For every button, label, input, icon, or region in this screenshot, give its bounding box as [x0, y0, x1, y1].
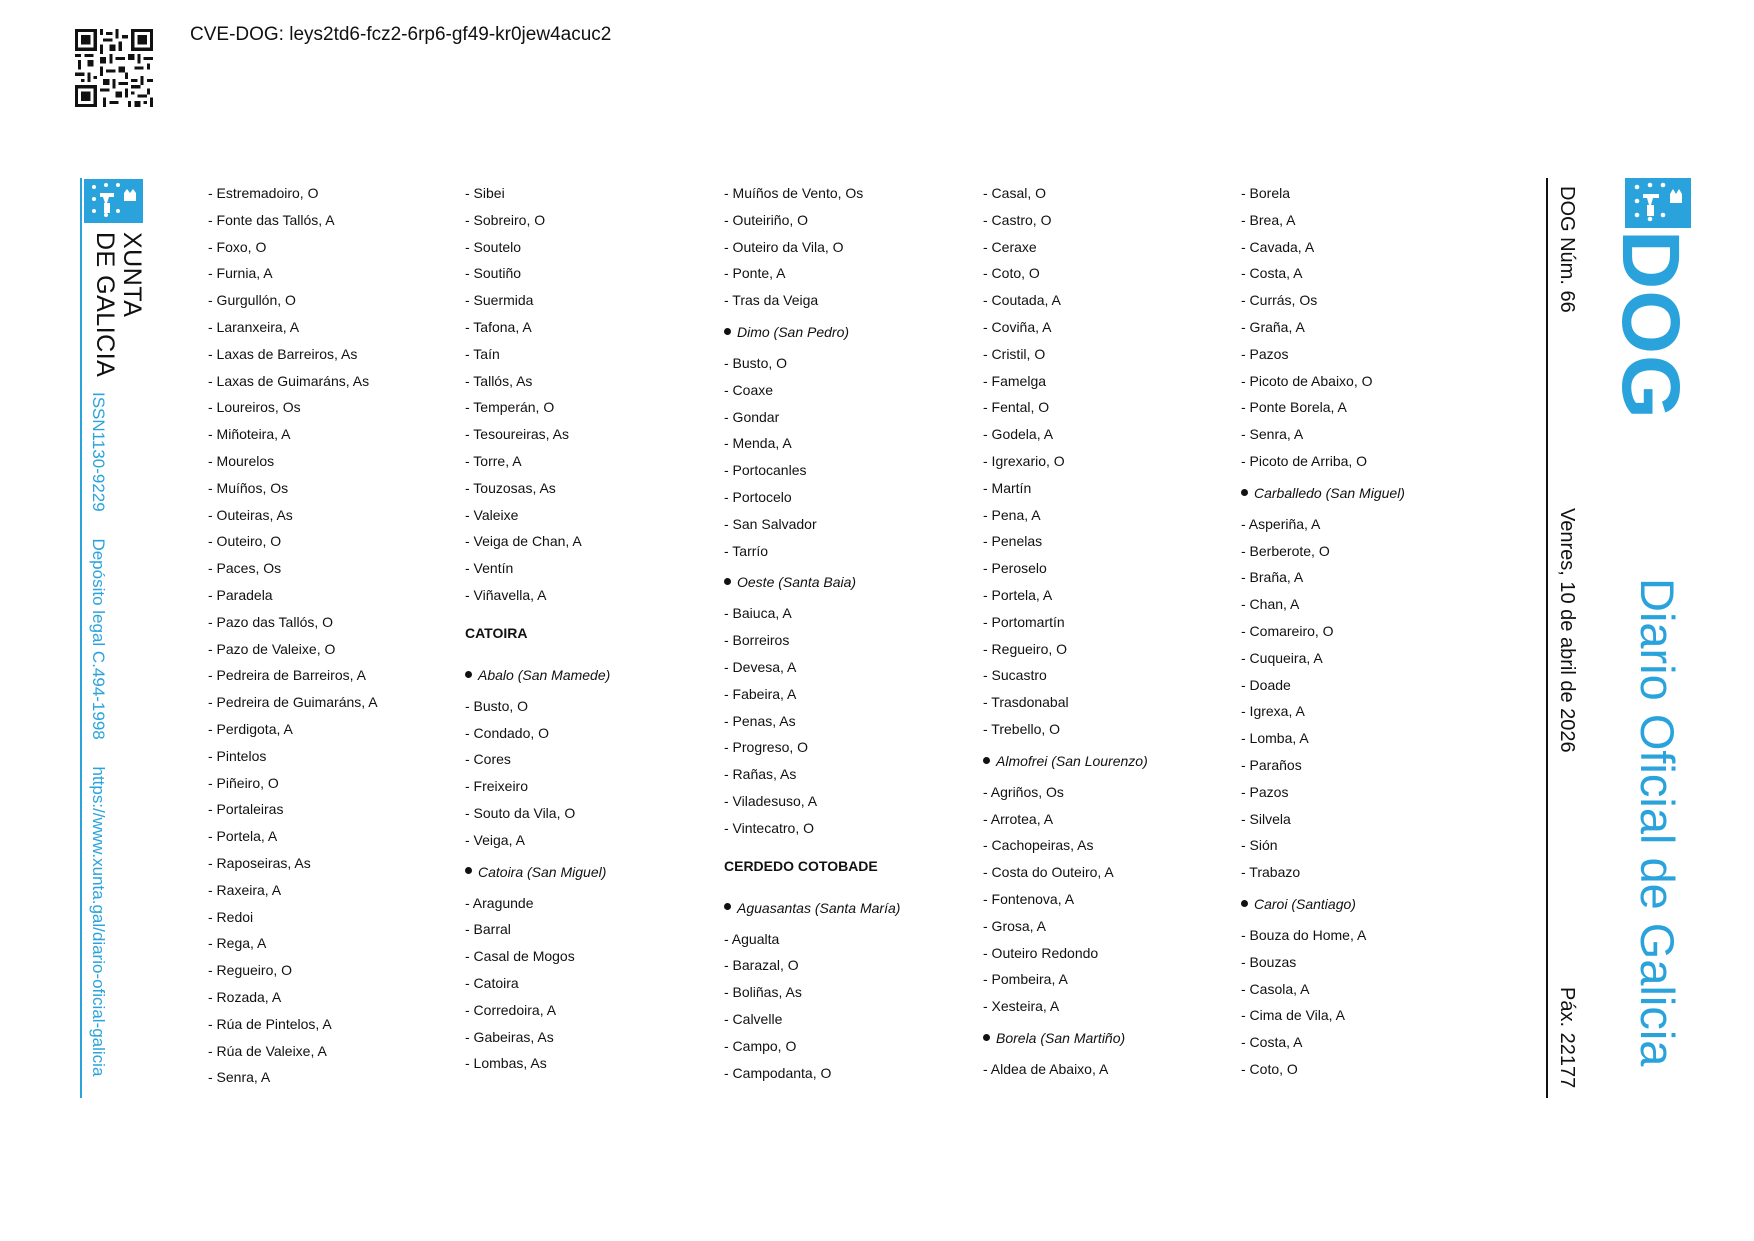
column-5: [1241, 180, 1481, 1083]
place-list-item: - Regueiro, O: [983, 640, 1068, 657]
parish-heading: [1241, 886, 1481, 922]
parish-heading: [724, 564, 964, 600]
place-list-item: - Outeiro, O: [208, 533, 282, 550]
place-list-item: - Miñoteira, A: [208, 426, 291, 443]
place-list-item: - Muíños, Os: [208, 479, 289, 496]
place-list-item: - Campo, O: [724, 1037, 797, 1054]
issn-text: ISSN1130-9229: [89, 392, 108, 512]
place-list-item: - Casal, O: [983, 185, 1047, 201]
place-list-item: - Barazal, O: [724, 957, 799, 974]
place-list-item: - Laranxeira, A: [208, 318, 300, 335]
place-list-item: - Doade: [1241, 676, 1291, 693]
bullet-icon: [1241, 900, 1248, 907]
place-list-item: - Paraños: [1241, 756, 1302, 773]
place-list-item: - Pedreira de Guimaráns, A: [208, 694, 378, 711]
place-list-item: - Tarrío: [724, 542, 769, 559]
bullet-icon: [724, 578, 731, 585]
place-list-item: - Penelas: [983, 533, 1043, 550]
place-list-item: - Senra, A: [208, 1069, 271, 1086]
place-list-item: - Portela, A: [983, 586, 1053, 603]
place-list-item: - Catoira: [465, 974, 519, 991]
parish-name: Almofrei (San Lourenzo): [996, 752, 1148, 769]
municipality-heading: CATOIRA: [465, 624, 528, 641]
place-list-item: - Picoto de Abaixo, O: [1241, 372, 1373, 389]
place-list-item: - Suermida: [465, 292, 534, 309]
journal-title: Diario Oficial de Galicia: [1631, 578, 1684, 1067]
place-list-item: - Ceraxe: [983, 238, 1037, 255]
xunta-line-2: DE GALICIA: [91, 232, 119, 378]
place-list-item: - Vintecatro, O: [724, 819, 815, 836]
place-list-item: - Berberote, O: [1241, 542, 1330, 559]
place-list-item: - Fental, O: [983, 399, 1050, 416]
parish-heading: [465, 657, 705, 693]
place-list-item: - Soutelo: [465, 238, 522, 255]
place-list-item: - Castro, O: [983, 211, 1052, 228]
place-list-item: - Cores: [465, 751, 511, 768]
place-list-item: - Busto, O: [724, 354, 788, 371]
place-list-item: - Outeiriño, O: [724, 211, 809, 228]
place-list-item: - Ponte Borela, A: [1241, 399, 1347, 416]
place-list-item: - Trabazo: [1241, 864, 1301, 881]
place-list-item: - Coto, O: [1241, 1060, 1298, 1077]
place-list-item: - Martín: [983, 479, 1032, 496]
place-list-item: - Touzosas, As: [465, 479, 556, 496]
place-list-item: - Casola, A: [1241, 980, 1310, 997]
website-link[interactable]: https://www.xunta.gal/diario-oficial-galicia: [89, 766, 108, 1077]
place-list-item: - Cuqueira, A: [1241, 649, 1323, 666]
place-list-item: - Tras da Veiga: [724, 292, 819, 309]
place-list-item: - Calvelle: [724, 1010, 783, 1027]
place-list-item: - Corredoira, A: [465, 1001, 557, 1018]
bullet-icon: [1241, 489, 1248, 496]
place-list-item: - Godela, A: [983, 426, 1054, 443]
place-list-item: - Trasdonabal: [983, 694, 1069, 711]
bullet-icon: [983, 757, 990, 764]
place-list-item: - Viñavella, A: [465, 586, 547, 603]
bullet-icon: [983, 1034, 990, 1041]
place-list-item: - Portaleiras: [208, 801, 284, 818]
place-list-item: - Sibei: [465, 185, 505, 201]
place-list-item: - Mourelos: [208, 452, 275, 469]
place-list-item: - Cachopeiras, As: [983, 837, 1094, 854]
column-4: [983, 180, 1223, 1083]
place-list-item: - Xesteira, A: [983, 998, 1060, 1015]
place-list-item: - Borela: [1241, 185, 1291, 201]
place-list-item: - Viladesuso, A: [724, 792, 818, 809]
place-list-item: - Sión: [1241, 837, 1278, 854]
place-list-item: - Currás, Os: [1241, 292, 1318, 309]
xunta-line-1: XUNTA: [118, 232, 146, 318]
place-list-item: - Soutiño: [465, 265, 522, 282]
place-list-item: - Famelga: [983, 372, 1047, 389]
place-list-item: - Portomartín: [983, 613, 1065, 630]
place-list-item: - Loureiros, Os: [208, 399, 301, 416]
place-list-item: - Outeiras, As: [208, 506, 293, 523]
place-list-item: - Costa, A: [1241, 265, 1303, 282]
parish-heading: [724, 314, 964, 350]
parish-name: Oeste (Santa Baia): [737, 574, 857, 591]
place-list-item: - Grosa, A: [983, 917, 1047, 934]
place-list-item: - San Salvador: [724, 515, 817, 532]
place-list-item: - Raxeira, A: [208, 881, 282, 898]
place-list-item: - Cristil, O: [983, 345, 1046, 362]
place-list-item: - Penas, As: [724, 712, 796, 729]
place-list-item: - Devesa, A: [724, 658, 797, 675]
place-list-item: - Paces, Os: [208, 560, 282, 577]
place-list-item: - Baiuca, A: [724, 605, 792, 622]
parish-heading: [983, 743, 1223, 779]
place-list-item: - Bouza do Home, A: [1241, 926, 1367, 943]
place-list-item: - Rañas, As: [724, 766, 797, 783]
place-list-item: - Sucastro: [983, 667, 1047, 684]
parish-heading: [1241, 475, 1481, 511]
place-list-item: - Furnia, A: [208, 265, 273, 282]
place-list-item: - Pena, A: [983, 506, 1041, 523]
place-list-item: - Souto da Vila, O: [465, 804, 576, 821]
municipality-heading: CERDEDO COTOBADE: [724, 857, 878, 874]
xunta-wordmark: [91, 232, 145, 377]
dog-logo-text: DOG: [1605, 230, 1696, 420]
place-list-item: - Brea, A: [1241, 211, 1296, 228]
place-list-item: - Redoi: [208, 908, 254, 925]
parish-name: Caroi (Santiago): [1254, 895, 1356, 912]
place-list-item: - Igrexa, A: [1241, 703, 1305, 720]
place-list-item: - Laxas de Guimaráns, As: [208, 372, 370, 389]
parish-name: Aguasantas (Santa María): [737, 899, 901, 916]
place-list-item: - Torre, A: [465, 452, 522, 469]
place-list-item: - Tesoureiras, As: [465, 426, 570, 443]
column-2: [465, 180, 705, 1077]
place-list-item: - Sobreiro, O: [465, 211, 546, 228]
place-list-item: - Bouzas: [1241, 953, 1297, 970]
place-list-item: - Braña, A: [1241, 569, 1304, 586]
place-list-item: - Igrexario, O: [983, 452, 1065, 469]
left-publication-info: [88, 392, 108, 1098]
place-list-item: - Outeiro da Vila, O: [724, 238, 844, 255]
parish-heading: [465, 854, 705, 890]
place-list-item: - Ponte, A: [724, 265, 786, 282]
place-list-item: - Coto, O: [983, 265, 1040, 282]
place-list-item: - Rúa de Pintelos, A: [208, 1015, 332, 1032]
place-list-item: - Fontenova, A: [983, 890, 1075, 907]
place-list-item: - Freixeiro: [465, 778, 529, 795]
place-list-item: - Asperiña, A: [1241, 515, 1321, 532]
qr-code: [75, 29, 153, 107]
place-list-item: - Graña, A: [1241, 318, 1305, 335]
place-list-item: - Menda, A: [724, 435, 792, 452]
place-list-item: - Pedreira de Barreiros, A: [208, 667, 366, 684]
place-list-item: - Raposeiras, As: [208, 854, 311, 871]
place-list-item: - Picoto de Arriba, O: [1241, 452, 1368, 469]
column-3: [724, 180, 964, 1086]
place-list-item: - Borreiros: [724, 632, 790, 649]
parish-heading: [983, 1020, 1223, 1056]
place-list-item: - Chan, A: [1241, 596, 1300, 613]
place-list-item: - Perdigota, A: [208, 720, 293, 737]
place-list-item: - Campodanta, O: [724, 1064, 832, 1081]
place-list-item: - Condado, O: [465, 724, 550, 741]
parish-name: Abalo (San Mamede): [478, 666, 611, 683]
parish-name: Borela (San Martiño): [996, 1029, 1126, 1046]
place-list-item: - Pazo de Valeixe, O: [208, 640, 336, 657]
place-list-item: - Rega, A: [208, 935, 267, 952]
place-list-item: - Costa, A: [1241, 1034, 1303, 1051]
place-list-item: - Cima de Vila, A: [1241, 1007, 1346, 1024]
place-list-item: - Senra, A: [1241, 426, 1304, 443]
place-list-item: - Aragunde: [465, 894, 534, 911]
place-list-item: - Valeixe: [465, 506, 519, 523]
bullet-icon: [465, 867, 472, 874]
place-list-item: - Portocelo: [724, 488, 792, 505]
page-number: Páx. 22177: [1556, 987, 1578, 1089]
place-list-item: - Agriños, Os: [983, 783, 1064, 800]
parish-name: Carballedo (San Miguel): [1254, 484, 1405, 501]
parish-name: Catoira (San Miguel): [478, 863, 607, 880]
place-list-item: - Piñeiro, O: [208, 774, 279, 791]
right-vertical-rule: [1546, 178, 1548, 1098]
dog-emblem-icon: [1625, 178, 1691, 228]
issue-number: DOG Núm. 66: [1556, 186, 1578, 313]
column-1: [208, 180, 448, 1091]
place-list-item: - Rúa de Valeixe, A: [208, 1042, 327, 1059]
place-list-item: - Trebello, O: [983, 720, 1061, 737]
place-list-item: - Barral: [465, 921, 511, 938]
left-vertical-rule: [80, 178, 82, 1098]
bullet-icon: [724, 328, 731, 335]
bullet-icon: [724, 903, 731, 910]
place-list-item: - Arrotea, A: [983, 810, 1054, 827]
place-list-item: - Gondar: [724, 408, 780, 425]
place-list-item: - Rozada, A: [208, 988, 282, 1005]
place-list-item: - Veiga, A: [465, 831, 525, 848]
place-list-item: - Lombas, As: [465, 1055, 547, 1072]
place-list-item: - Cavada, A: [1241, 238, 1315, 255]
deposito-legal-text: Depósito legal C.494-1998: [89, 538, 108, 740]
place-list-item: - Pazos: [1241, 345, 1289, 362]
place-list-item: - Agualta: [724, 930, 780, 947]
place-list-item: - Pintelos: [208, 747, 267, 764]
place-list-item: - Lomba, A: [1241, 730, 1309, 747]
place-list-item: - Coutada, A: [983, 292, 1061, 309]
place-list-item: - Tallós, As: [465, 372, 533, 389]
place-list-item: - Casal de Mogos: [465, 948, 575, 965]
place-list-item: - Ventín: [465, 560, 514, 577]
place-list-item: - Comareiro, O: [1241, 622, 1334, 639]
place-list-item: - Taín: [465, 345, 500, 362]
place-list-item: - Fabeira, A: [724, 685, 797, 702]
place-list-item: - Foxo, O: [208, 238, 267, 255]
parish-name: Dimo (San Pedro): [737, 323, 850, 340]
place-list-item: - Silvela: [1241, 810, 1291, 827]
place-list-item: - Busto, O: [465, 697, 529, 714]
place-list-item: - Tafona, A: [465, 318, 532, 335]
place-list-item: - Gabeiras, As: [465, 1028, 554, 1045]
place-list-item: - Outeiro Redondo: [983, 944, 1099, 961]
place-list-item: - Pazo das Tallós, O: [208, 613, 334, 630]
place-list-item: - Laxas de Barreiros, As: [208, 345, 358, 362]
place-list-item: - Pombeira, A: [983, 971, 1068, 988]
place-list-item: - Costa do Outeiro, A: [983, 864, 1114, 881]
place-list-item: - Muíños de Vento, Os: [724, 185, 864, 201]
place-list-item: - Estremadoiro, O: [208, 185, 319, 201]
place-list-item: - Pazos: [1241, 783, 1289, 800]
bullet-icon: [465, 671, 472, 678]
place-list-item: - Fonte das Tallós, A: [208, 211, 335, 228]
place-list-item: - Progreso, O: [724, 739, 809, 756]
place-list-item: - Portocanles: [724, 462, 807, 479]
place-list-item: - Coviña, A: [983, 318, 1052, 335]
place-list-item: - Paradela: [208, 586, 273, 603]
place-list-item: - Coaxe: [724, 381, 774, 398]
place-list-item: - Veiga de Chan, A: [465, 533, 582, 550]
cve-code: CVE-DOG: leys2td6-fcz2-6rp6-gf49-kr0jew4acuc2: [190, 24, 612, 45]
place-list-item: - Temperán, O: [465, 399, 555, 416]
place-list-item: - Regueiro, O: [208, 962, 293, 979]
place-list-item: - Boliñas, As: [724, 984, 802, 1001]
issue-date: Venres, 10 de abril de 2026: [1556, 508, 1578, 753]
place-list-item: - Aldea de Abaixo, A: [983, 1060, 1109, 1077]
xunta-emblem-icon: [84, 179, 143, 223]
place-list-item: - Portela, A: [208, 828, 278, 845]
place-list-item: - Peroselo: [983, 560, 1047, 577]
parish-heading: [724, 890, 964, 926]
place-list-item: - Gurgullón, O: [208, 292, 296, 309]
